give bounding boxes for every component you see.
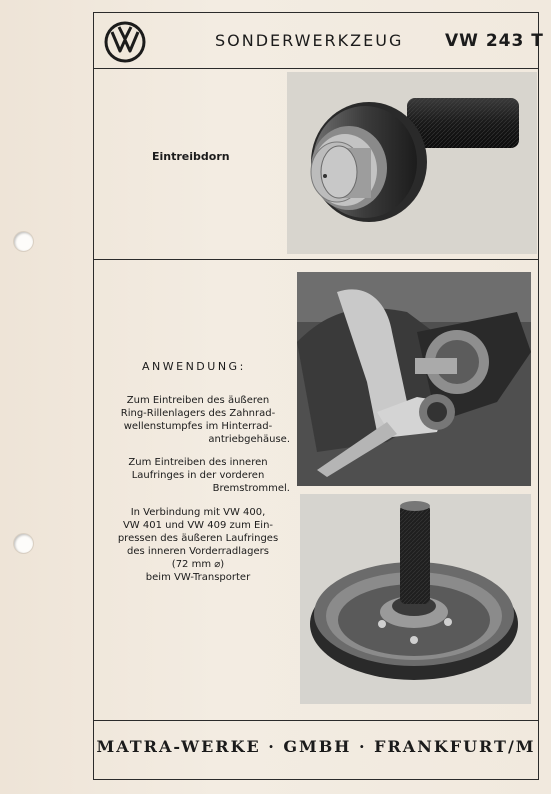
section-divider xyxy=(93,259,539,260)
usage-paragraph-1 xyxy=(106,394,290,446)
text-line: VW 401 und VW 409 zum Ein- xyxy=(122,520,274,531)
text-line: Laufringes in der vorderen xyxy=(131,470,265,481)
header-divider xyxy=(93,68,539,69)
tool-name: Eintreibdorn xyxy=(152,150,230,163)
manufacturer-footer: MATRA-WERKE · GMBH · FRANKFURT/M xyxy=(96,737,536,756)
text-line: Zum Eintreiben des inneren xyxy=(128,457,268,468)
usage-paragraph-2 xyxy=(106,456,290,495)
tool-code: VW 243 T xyxy=(445,31,544,51)
text-line: des inneren Vorderradlagers xyxy=(127,546,269,557)
tool-photo xyxy=(287,72,537,254)
usage-heading: ANWENDUNG: xyxy=(142,360,246,373)
text-line: Bremstrommel. xyxy=(212,483,290,494)
text-line: pressen des äußeren Laufringes xyxy=(117,533,279,544)
footer-divider xyxy=(93,720,539,721)
punch-hole-top xyxy=(14,232,33,251)
text-line: beim VW-Transporter xyxy=(145,572,251,583)
application-photo-brake-drum xyxy=(300,494,531,704)
vw-logo-icon xyxy=(103,20,147,64)
usage-paragraph-3 xyxy=(106,506,290,584)
text-line: Ring-Rillenlagers des Zahnrad- xyxy=(120,408,276,419)
punch-hole-bottom xyxy=(14,534,33,553)
application-photo-housing xyxy=(297,272,531,486)
document-title: SONDERWERKZEUG xyxy=(215,31,404,50)
text-line: wellenstumpfes im Hinterrad- xyxy=(123,421,273,432)
text-line: antriebgehäuse. xyxy=(208,434,290,445)
text-line: Zum Eintreiben des äußeren xyxy=(126,395,270,406)
text-line: In Verbindung mit VW 400, xyxy=(130,507,266,518)
text-line: (72 mm ⌀) xyxy=(171,559,225,570)
